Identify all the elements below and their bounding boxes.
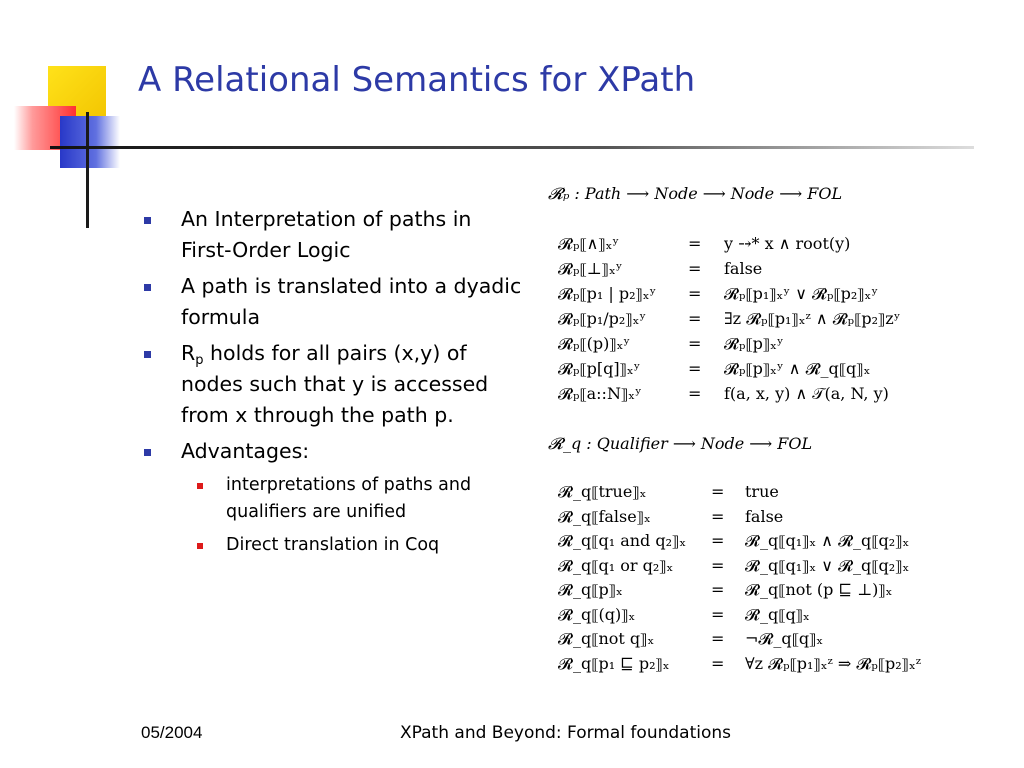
sub-bullet-square-icon	[197, 543, 203, 549]
formula-equals: =	[688, 284, 702, 303]
sub-bullet-item	[181, 532, 524, 559]
formula-equals: =	[711, 531, 725, 550]
bullet-text: An Interpretation of paths in First-Order Logic	[181, 207, 472, 262]
formula-lhs: 𝓡_q⟦q₁ and q₂⟧ₓ	[558, 531, 687, 550]
footer-title: XPath and Beyond: Formal foundations	[400, 723, 731, 743]
formula-row	[548, 605, 988, 629]
formula-lhs: 𝓡_q⟦q₁ or q₂⟧ₓ	[558, 555, 674, 575]
formula-row	[548, 580, 988, 604]
formula-equals: =	[711, 653, 725, 673]
formula-equals: =	[688, 309, 702, 328]
formula-lhs: 𝓡ₚ⟦p[q]⟧ₓʸ	[558, 359, 641, 378]
formula-row	[548, 556, 988, 580]
formula-row	[548, 309, 988, 333]
formula-lhs: 𝓡_q⟦(q)⟧ₓ	[558, 604, 636, 624]
formula-row	[548, 284, 988, 308]
formula-row	[548, 259, 988, 283]
bullet-text: Advantages:	[181, 439, 310, 463]
bullet-item	[144, 436, 524, 559]
formula-rhs: y ⤍* x ∧ root(y)	[724, 234, 851, 253]
formula-rhs: ¬𝓡_q⟦q⟧ₓ	[745, 629, 824, 648]
formula-equals: =	[711, 555, 725, 575]
sub-bullet-item	[181, 472, 524, 526]
formula-rhs: 𝓡ₚ⟦p₁⟧ₓʸ ∨ 𝓡ₚ⟦p₂⟧ₓʸ	[724, 284, 879, 303]
formula-rhs: 𝓡ₚ⟦p⟧ₓʸ ∧ 𝓡_q⟦q⟧ₓ	[724, 359, 871, 378]
decor-vertical-line	[86, 112, 89, 228]
formula-rhs: 𝓡_q⟦q⟧ₓ	[745, 604, 810, 624]
formula-lhs: 𝓡ₚ⟦⊥⟧ₓʸ	[558, 259, 623, 278]
bullet-text-rest: holds for all pairs (x,y) of nodes such that y is accessed from x through the path p.	[181, 341, 489, 427]
bullet-item	[144, 338, 524, 431]
formula-row	[548, 482, 988, 506]
formula-row	[548, 654, 988, 678]
decor-blue-square	[60, 116, 120, 168]
formula-equals: =	[688, 359, 702, 378]
bullet-list	[144, 204, 524, 565]
formula-rhs: 𝓡_q⟦q₁⟧ₓ ∧ 𝓡_q⟦q₂⟧ₓ	[745, 531, 910, 550]
formula-rhs: f(a, x, y) ∧ 𝒯(a, N, y)	[724, 384, 889, 403]
path-signature: 𝓡ₚ : Path ⟶ Node ⟶ Node ⟶ FOL	[548, 184, 843, 203]
bullet-square-icon	[144, 284, 151, 291]
formula-rhs: ∃z 𝓡ₚ⟦p₁⟧ₓᶻ ∧ 𝓡ₚ⟦p₂⟧zʸ	[724, 309, 901, 328]
formula-row	[548, 334, 988, 358]
formula-lhs: 𝓡_q⟦false⟧ₓ	[558, 506, 651, 526]
formula-row	[548, 531, 988, 555]
formula-lhs: 𝓡_q⟦p₁ ⊑ p₂⟧ₓ	[558, 653, 670, 673]
formula-lhs: 𝓡_q⟦p⟧ₓ	[558, 580, 623, 599]
formula-lhs: 𝓡ₚ⟦(p)⟧ₓʸ	[558, 334, 631, 353]
bullet-item	[144, 204, 524, 266]
bullet-item	[144, 271, 524, 333]
formula-rhs: 𝓡ₚ⟦p⟧ₓʸ	[724, 334, 784, 353]
formula-equals: =	[688, 334, 702, 353]
formula-lhs: 𝓡_q⟦not q⟧ₓ	[558, 629, 655, 648]
formula-row	[548, 234, 988, 258]
formula-rhs: false	[745, 506, 784, 526]
formula-equals: =	[688, 384, 702, 403]
sub-bullet-text: interpretations of paths and qualifiers are unified	[226, 475, 472, 522]
formula-lhs: 𝓡ₚ⟦p₁/p₂⟧ₓʸ	[558, 309, 647, 328]
formula-row	[548, 507, 988, 531]
sub-bullet-square-icon	[197, 483, 203, 489]
formula-lhs: 𝓡ₚ⟦p₁ | p₂⟧ₓʸ	[558, 284, 657, 303]
sub-bullet-list	[181, 472, 524, 559]
formula-equals: =	[711, 482, 725, 501]
formula-lhs: 𝓡ₚ⟦∧⟧ₓʸ	[558, 234, 620, 253]
formula-equals: =	[711, 506, 725, 526]
formula-equals: =	[688, 259, 702, 278]
formula-equals: =	[711, 580, 725, 599]
formula-rhs: true	[745, 482, 779, 501]
formula-equals: =	[711, 629, 725, 648]
bullet-square-icon	[144, 449, 151, 456]
formula-row	[548, 629, 988, 653]
formula-rhs: 𝓡_q⟦not (p ⊑ ⊥)⟧ₓ	[745, 580, 893, 599]
bullet-square-icon	[144, 217, 151, 224]
rp-subscript: p	[195, 353, 204, 368]
formula-lhs: 𝓡_q⟦true⟧ₓ	[558, 482, 647, 501]
qualifier-signature: 𝓡_q : Qualifier ⟶ Node ⟶ FOL	[548, 434, 813, 453]
footer-date: 05/2004	[141, 723, 203, 742]
formula-row	[548, 384, 988, 408]
sub-bullet-text: Direct translation in Coq	[226, 535, 440, 555]
title-divider-line	[50, 146, 974, 149]
bullet-text: A path is translated into a dyadic formula	[181, 274, 522, 329]
bullet-square-icon	[144, 351, 151, 358]
formula-equals: =	[688, 234, 702, 253]
formula-rhs: false	[724, 259, 763, 278]
bullet-text	[181, 341, 488, 427]
rp-symbol: R	[181, 341, 196, 365]
formula-row	[548, 359, 988, 383]
formula-lhs: 𝓡ₚ⟦a::N⟧ₓʸ	[558, 384, 642, 403]
formula-equals: =	[711, 604, 725, 624]
formula-rhs: ∀z 𝓡ₚ⟦p₁⟧ₓᶻ ⇒ 𝓡ₚ⟦p₂⟧ₓᶻ	[745, 653, 922, 673]
formula-rhs: 𝓡_q⟦q₁⟧ₓ ∨ 𝓡_q⟦q₂⟧ₓ	[745, 555, 910, 575]
slide-title: A Relational Semantics for XPath	[138, 60, 696, 100]
